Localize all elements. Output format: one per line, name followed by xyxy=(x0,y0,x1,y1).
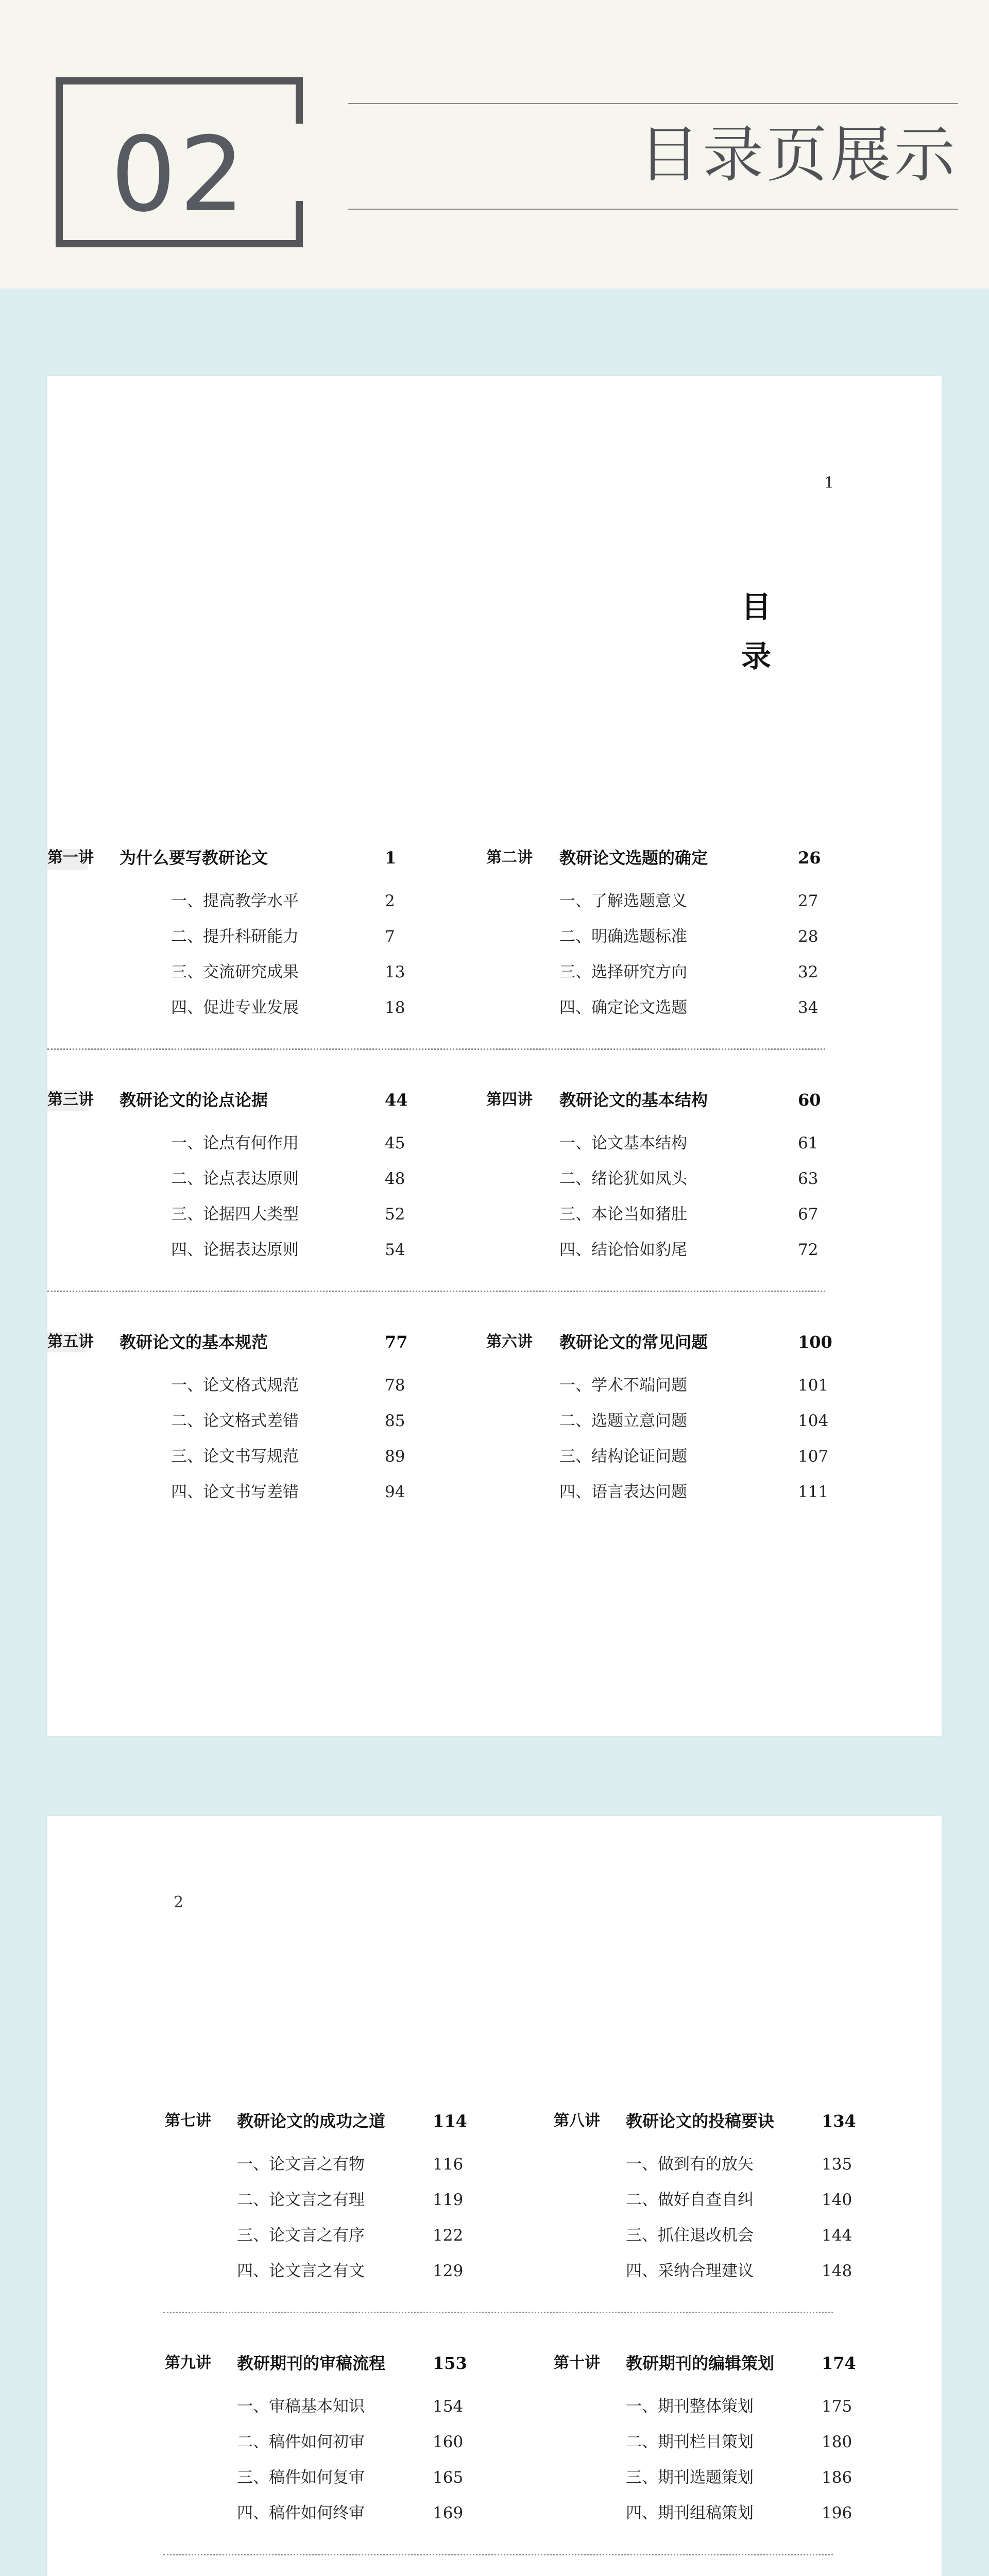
toc-item-title: 三、结构论证问题 xyxy=(559,1447,687,1466)
toc-item xyxy=(626,2258,873,2284)
toc-item xyxy=(626,2465,873,2490)
toc-item xyxy=(237,2151,520,2177)
toc-item-title: 一、论文言之有物 xyxy=(237,2155,365,2174)
toc-item-title: 二、论点表达原则 xyxy=(171,1170,299,1188)
toc-item-title: 三、抓住退改机会 xyxy=(626,2226,754,2245)
toc-item xyxy=(237,2258,520,2284)
toc-item-page: 116 xyxy=(433,2155,464,2174)
section-number-box xyxy=(56,77,303,247)
section-divider xyxy=(47,1291,825,1292)
toc-item-title: 二、做好自查自纠 xyxy=(626,2191,754,2209)
toc-item xyxy=(626,2500,873,2526)
toc-item-page: 175 xyxy=(822,2397,852,2416)
toc-item xyxy=(559,995,837,1021)
lecture-page: 60 xyxy=(798,1090,821,1110)
lecture-page: 100 xyxy=(798,1332,832,1352)
toc-item xyxy=(559,959,837,985)
lecture-label: 第四讲 xyxy=(486,1091,533,1109)
toc-item-title: 四、语言表达问题 xyxy=(559,1483,687,1501)
lecture-label: 第八讲 xyxy=(554,2112,600,2130)
toc-item xyxy=(559,1372,837,1398)
toc-item-title: 一、论文格式规范 xyxy=(171,1376,299,1395)
lecture-heading xyxy=(47,1329,408,1355)
toc-item-page: 85 xyxy=(385,1412,405,1430)
toc-item-title: 四、期刊组稿策划 xyxy=(626,2504,754,2522)
lecture-page: 174 xyxy=(822,2353,856,2373)
toc-item xyxy=(237,2500,520,2526)
lecture-heading xyxy=(486,1087,837,1113)
lecture-title: 教研论文的成功之道 xyxy=(237,2111,386,2131)
toc-item xyxy=(171,1408,408,1434)
toc-item-title: 三、本论当如猪肚 xyxy=(559,1205,687,1224)
toc-item-page: 61 xyxy=(798,1134,819,1153)
toc-heading-char: 目 xyxy=(741,589,771,624)
lecture-page: 153 xyxy=(433,2353,467,2373)
toc-item xyxy=(559,1201,837,1227)
lecture-title: 教研论文的论点论据 xyxy=(120,1090,268,1110)
lecture-title: 教研期刊的审稿流程 xyxy=(237,2353,386,2373)
toc-item-title: 三、稿件如何复审 xyxy=(237,2468,365,2487)
toc-item-title: 四、确定论文选题 xyxy=(559,998,687,1017)
lecture-page: 44 xyxy=(385,1090,408,1110)
toc-item xyxy=(237,2394,520,2419)
toc-item-page: 34 xyxy=(798,998,819,1017)
toc-item-title: 三、论据四大类型 xyxy=(171,1205,299,1224)
toc-item-title: 四、结论恰如豹尾 xyxy=(559,1241,687,1259)
toc-item-page: 140 xyxy=(822,2191,852,2209)
toc-item-title: 二、提升科研能力 xyxy=(171,927,299,946)
toc-item-page: 52 xyxy=(385,1205,405,1224)
toc-item-title: 一、论点有何作用 xyxy=(171,1134,299,1153)
lecture-heading xyxy=(486,845,837,871)
toc-item-page: 2 xyxy=(385,892,395,910)
toc-item-page: 67 xyxy=(798,1205,819,1224)
toc-item-title: 三、论文言之有序 xyxy=(237,2226,365,2245)
toc-item xyxy=(171,1372,408,1398)
toc-item xyxy=(237,2465,520,2490)
lecture-heading xyxy=(165,2350,520,2376)
toc-item-page: 104 xyxy=(798,1412,829,1430)
toc-item-title: 四、采纳合理建议 xyxy=(626,2262,754,2280)
toc-item-title: 四、促进专业发展 xyxy=(171,998,299,1017)
lecture-label: 第九讲 xyxy=(165,2354,211,2372)
toc-item-title: 三、论文书写规范 xyxy=(171,1447,299,1466)
banner-top-rule xyxy=(348,103,958,104)
banner-bottom-rule xyxy=(348,209,958,210)
toc-item xyxy=(559,1237,837,1263)
toc-item-page: 28 xyxy=(798,927,819,946)
toc-item-page: 78 xyxy=(385,1376,405,1395)
toc-item-page: 18 xyxy=(385,998,405,1017)
toc-page-1 xyxy=(47,376,942,1736)
toc-item xyxy=(626,2394,873,2419)
lecture-title: 为什么要写教研论文 xyxy=(120,848,268,868)
toc-item-title: 一、做到有的放矢 xyxy=(626,2155,754,2174)
toc-item-title: 四、论据表达原则 xyxy=(171,1241,299,1259)
lecture-page: 1 xyxy=(385,848,397,868)
lecture-title: 教研论文的投稿要诀 xyxy=(626,2111,775,2131)
lecture-page: 77 xyxy=(385,1332,408,1352)
toc-item-page: 89 xyxy=(385,1447,405,1466)
lecture-page: 26 xyxy=(798,848,821,868)
toc-item-title: 二、选题立意问题 xyxy=(559,1412,687,1430)
lecture-title: 教研期刊的编辑策划 xyxy=(626,2353,775,2373)
toc-item-page: 13 xyxy=(385,963,405,981)
lecture-heading xyxy=(554,2108,873,2134)
toc-item xyxy=(171,1237,408,1263)
toc-item-title: 一、期刊整体策划 xyxy=(626,2397,754,2416)
lecture-title: 教研论文的基本规范 xyxy=(120,1332,268,1352)
banner-title: 目录页展示 xyxy=(638,119,958,190)
lecture-title: 教研论文的基本结构 xyxy=(559,1090,708,1110)
toc-item-page: 129 xyxy=(433,2262,464,2280)
toc-item-page: 72 xyxy=(798,1241,819,1259)
toc-item xyxy=(171,1130,408,1156)
toc-item xyxy=(237,2187,520,2213)
lecture-heading xyxy=(554,2350,873,2376)
lecture-label: 第一讲 xyxy=(47,849,94,867)
toc-item-title: 四、稿件如何终审 xyxy=(237,2504,365,2522)
toc-item xyxy=(237,2223,520,2248)
toc-item-page: 111 xyxy=(798,1483,829,1501)
toc-item xyxy=(171,995,408,1021)
toc-item xyxy=(171,959,408,985)
toc-item-page: 48 xyxy=(385,1170,405,1188)
toc-item-page: 54 xyxy=(385,1241,405,1259)
toc-item xyxy=(626,2187,873,2213)
toc-item-title: 一、了解选题意义 xyxy=(559,892,687,910)
toc-item-page: 169 xyxy=(433,2504,464,2522)
toc-item-page: 165 xyxy=(433,2468,464,2487)
lecture-title: 教研论文选题的确定 xyxy=(559,848,708,868)
toc-item xyxy=(559,1444,837,1469)
lecture-heading xyxy=(486,1329,837,1355)
toc-item-page: 148 xyxy=(822,2262,852,2280)
lecture-heading xyxy=(47,845,408,871)
toc-item-page: 32 xyxy=(798,963,819,981)
toc-item-title: 四、论文书写差错 xyxy=(171,1483,299,1501)
toc-item-page: 135 xyxy=(822,2155,852,2174)
page-number: 1 xyxy=(824,474,834,492)
toc-item xyxy=(171,1166,408,1192)
toc-item-page: 119 xyxy=(433,2191,464,2209)
toc-item-page: 144 xyxy=(822,2226,852,2245)
lecture-label: 第五讲 xyxy=(47,1333,94,1351)
page-number: 2 xyxy=(174,1893,184,1911)
lecture-page: 114 xyxy=(433,2111,467,2131)
toc-item xyxy=(559,1408,837,1434)
section-number: 02 xyxy=(110,115,248,235)
lecture-heading xyxy=(47,1087,408,1113)
toc-page-2 xyxy=(47,1816,942,2576)
toc-item-page: 186 xyxy=(822,2468,852,2487)
toc-item-page: 27 xyxy=(798,892,819,910)
header-banner xyxy=(0,0,989,289)
lecture-page: 134 xyxy=(822,2111,856,2131)
toc-item xyxy=(626,2223,873,2248)
toc-item-page: 122 xyxy=(433,2226,464,2245)
toc-item-title: 三、期刊选题策划 xyxy=(626,2468,754,2487)
toc-item-page: 101 xyxy=(798,1376,829,1395)
lecture-label: 第七讲 xyxy=(165,2112,211,2130)
toc-item-title: 二、稿件如何初审 xyxy=(237,2433,365,2451)
toc-item-title: 一、学术不端问题 xyxy=(559,1376,687,1395)
toc-item-page: 107 xyxy=(798,1447,829,1466)
toc-item xyxy=(626,2151,873,2177)
toc-item xyxy=(559,888,837,914)
toc-heading xyxy=(736,582,777,681)
toc-item xyxy=(171,1479,408,1505)
toc-item xyxy=(626,2429,873,2455)
toc-item-page: 196 xyxy=(822,2504,852,2522)
toc-item xyxy=(237,2429,520,2455)
toc-item-page: 160 xyxy=(433,2433,464,2451)
toc-item-title: 二、绪论犹如凤头 xyxy=(559,1170,687,1188)
section-divider xyxy=(163,2312,833,2313)
toc-item-title: 三、选择研究方向 xyxy=(559,963,687,981)
lecture-title: 教研论文的常见问题 xyxy=(559,1332,708,1352)
lecture-label: 第十讲 xyxy=(554,2354,600,2372)
section-divider xyxy=(47,1048,825,1050)
toc-item-page: 45 xyxy=(385,1134,405,1153)
lecture-label: 第三讲 xyxy=(47,1091,94,1109)
toc-item xyxy=(171,1444,408,1469)
toc-item xyxy=(171,888,408,914)
toc-item xyxy=(559,924,837,950)
toc-item-page: 94 xyxy=(385,1483,405,1501)
lecture-heading xyxy=(165,2108,520,2134)
toc-item xyxy=(559,1130,837,1156)
toc-item xyxy=(559,1166,837,1192)
toc-item-page: 7 xyxy=(385,927,395,946)
toc-item xyxy=(559,1479,837,1505)
toc-item-title: 二、明确选题标准 xyxy=(559,927,687,946)
toc-heading-char: 录 xyxy=(741,639,771,674)
toc-item-title: 二、论文言之有理 xyxy=(237,2191,365,2209)
toc-item-title: 一、提高教学水平 xyxy=(171,892,299,910)
toc-item xyxy=(171,1201,408,1227)
lecture-label: 第六讲 xyxy=(486,1333,533,1351)
toc-item-title: 一、审稿基本知识 xyxy=(237,2397,365,2416)
toc-item xyxy=(171,924,408,950)
toc-item-title: 二、论文格式差错 xyxy=(171,1412,299,1430)
toc-item-title: 一、论文基本结构 xyxy=(559,1134,687,1153)
toc-item-page: 180 xyxy=(822,2433,852,2451)
toc-item-title: 三、交流研究成果 xyxy=(171,963,299,981)
toc-item-page: 63 xyxy=(798,1170,819,1188)
section-divider xyxy=(163,2554,833,2555)
toc-item-page: 154 xyxy=(433,2397,464,2416)
toc-item-title: 四、论文言之有文 xyxy=(237,2262,365,2280)
toc-item-title: 二、期刊栏目策划 xyxy=(626,2433,754,2451)
lecture-label: 第二讲 xyxy=(486,849,533,867)
